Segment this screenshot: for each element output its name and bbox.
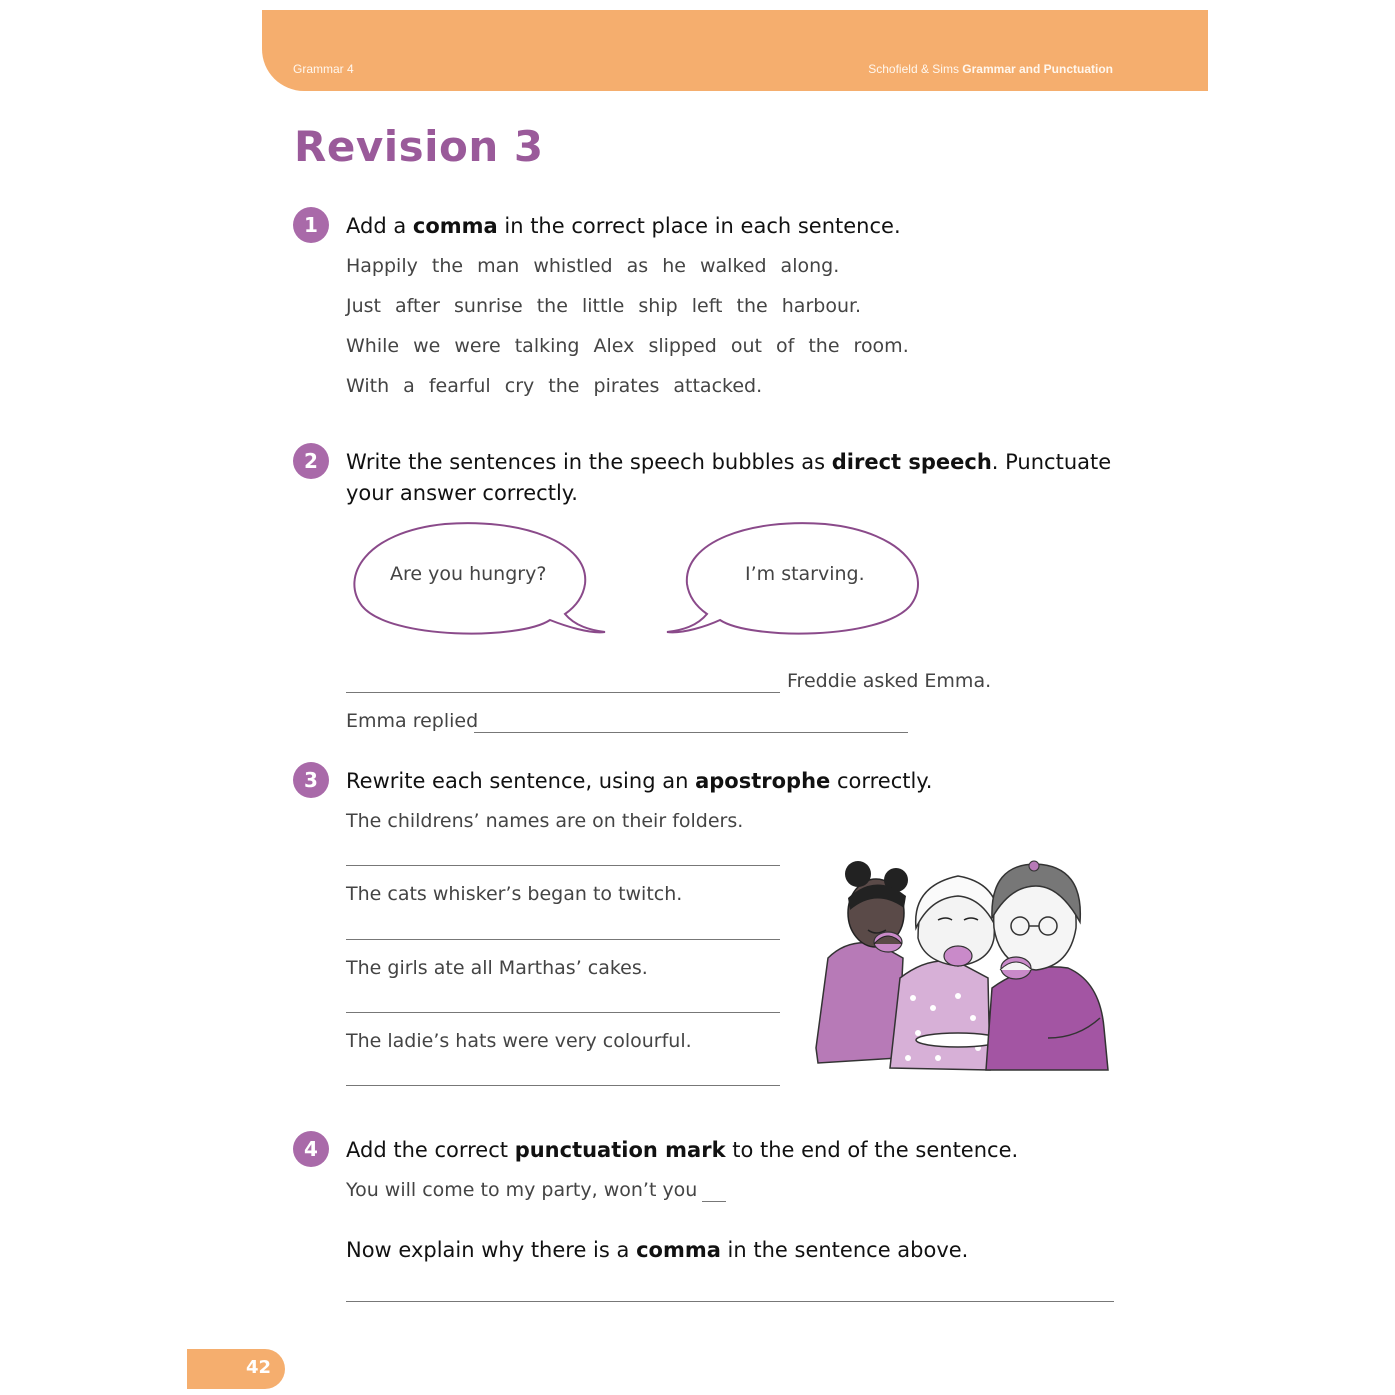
girl-right-figure <box>986 861 1108 1070</box>
q2-line-1-suffix: Freddie asked Emma. <box>787 670 992 692</box>
answer-line-q3-1[interactable] <box>346 865 780 866</box>
q1-sentence-2: Just after sunrise the little ship left the harbour. <box>346 295 862 317</box>
bubble-2-text: I’m starving. <box>745 563 865 585</box>
page-title: Revision 3 <box>294 122 544 171</box>
q3-sentence-3: The girls ate all Marthas’ cakes. <box>346 957 648 979</box>
answer-line-q3-2[interactable] <box>346 939 780 940</box>
answer-line-q2-1[interactable] <box>346 692 780 693</box>
header-band <box>262 10 1208 91</box>
question-4-instruction: Add the correct punctuation mark to the end of the sentence. <box>346 1138 1019 1162</box>
question-4-followup-instruction: Now explain why there is a comma in the sentence above. <box>346 1238 969 1262</box>
answer-line-q3-4[interactable] <box>346 1085 780 1086</box>
question-3-number: 3 <box>293 762 329 798</box>
q2-line-2-prefix: Emma replied <box>346 710 479 732</box>
header-series-label: Schofield & Sims Grammar and Punctuation <box>868 62 1113 76</box>
girl-middle-figure <box>890 876 1000 1070</box>
girls-eating-cupcakes-illustration <box>808 858 1110 1076</box>
answer-line-q3-3[interactable] <box>346 1012 780 1013</box>
q1-sentence-3: While we were talking Alex slipped out of the room. <box>346 335 909 357</box>
question-4-number: 4 <box>293 1131 329 1167</box>
question-3-instruction: Rewrite each sentence, using an apostrophe correctly. <box>346 769 933 793</box>
answer-line-q2-2[interactable] <box>474 732 908 733</box>
page-number-tab <box>187 1349 285 1389</box>
q4-sentence: You will come to my party, won’t you <box>346 1179 698 1201</box>
answer-line-q4-explain[interactable] <box>346 1301 1114 1302</box>
answer-blank-q4-punctuation[interactable] <box>702 1201 726 1202</box>
q3-sentence-1: The childrens’ names are on their folders. <box>346 810 744 832</box>
q3-sentence-2: The cats whisker’s began to twitch. <box>346 883 683 905</box>
question-1-instruction: Add a comma in the correct place in each sentence. <box>346 214 901 238</box>
q3-sentence-4: The ladie’s hats were very colourful. <box>346 1030 692 1052</box>
question-2-number: 2 <box>293 443 329 479</box>
header-book-label: Grammar 4 <box>293 62 354 76</box>
page-number: 42 <box>245 1357 271 1378</box>
bubble-1-text: Are you hungry? <box>390 563 547 585</box>
question-1-number: 1 <box>293 207 329 243</box>
q1-sentence-1: Happily the man whistled as he walked along. <box>346 255 840 277</box>
question-2-instruction: Write the sentences in the speech bubbles as direct speech. Punctuate your answer correctly. <box>346 450 1112 505</box>
q1-sentence-4: With a fearful cry the pirates attacked. <box>346 375 763 397</box>
